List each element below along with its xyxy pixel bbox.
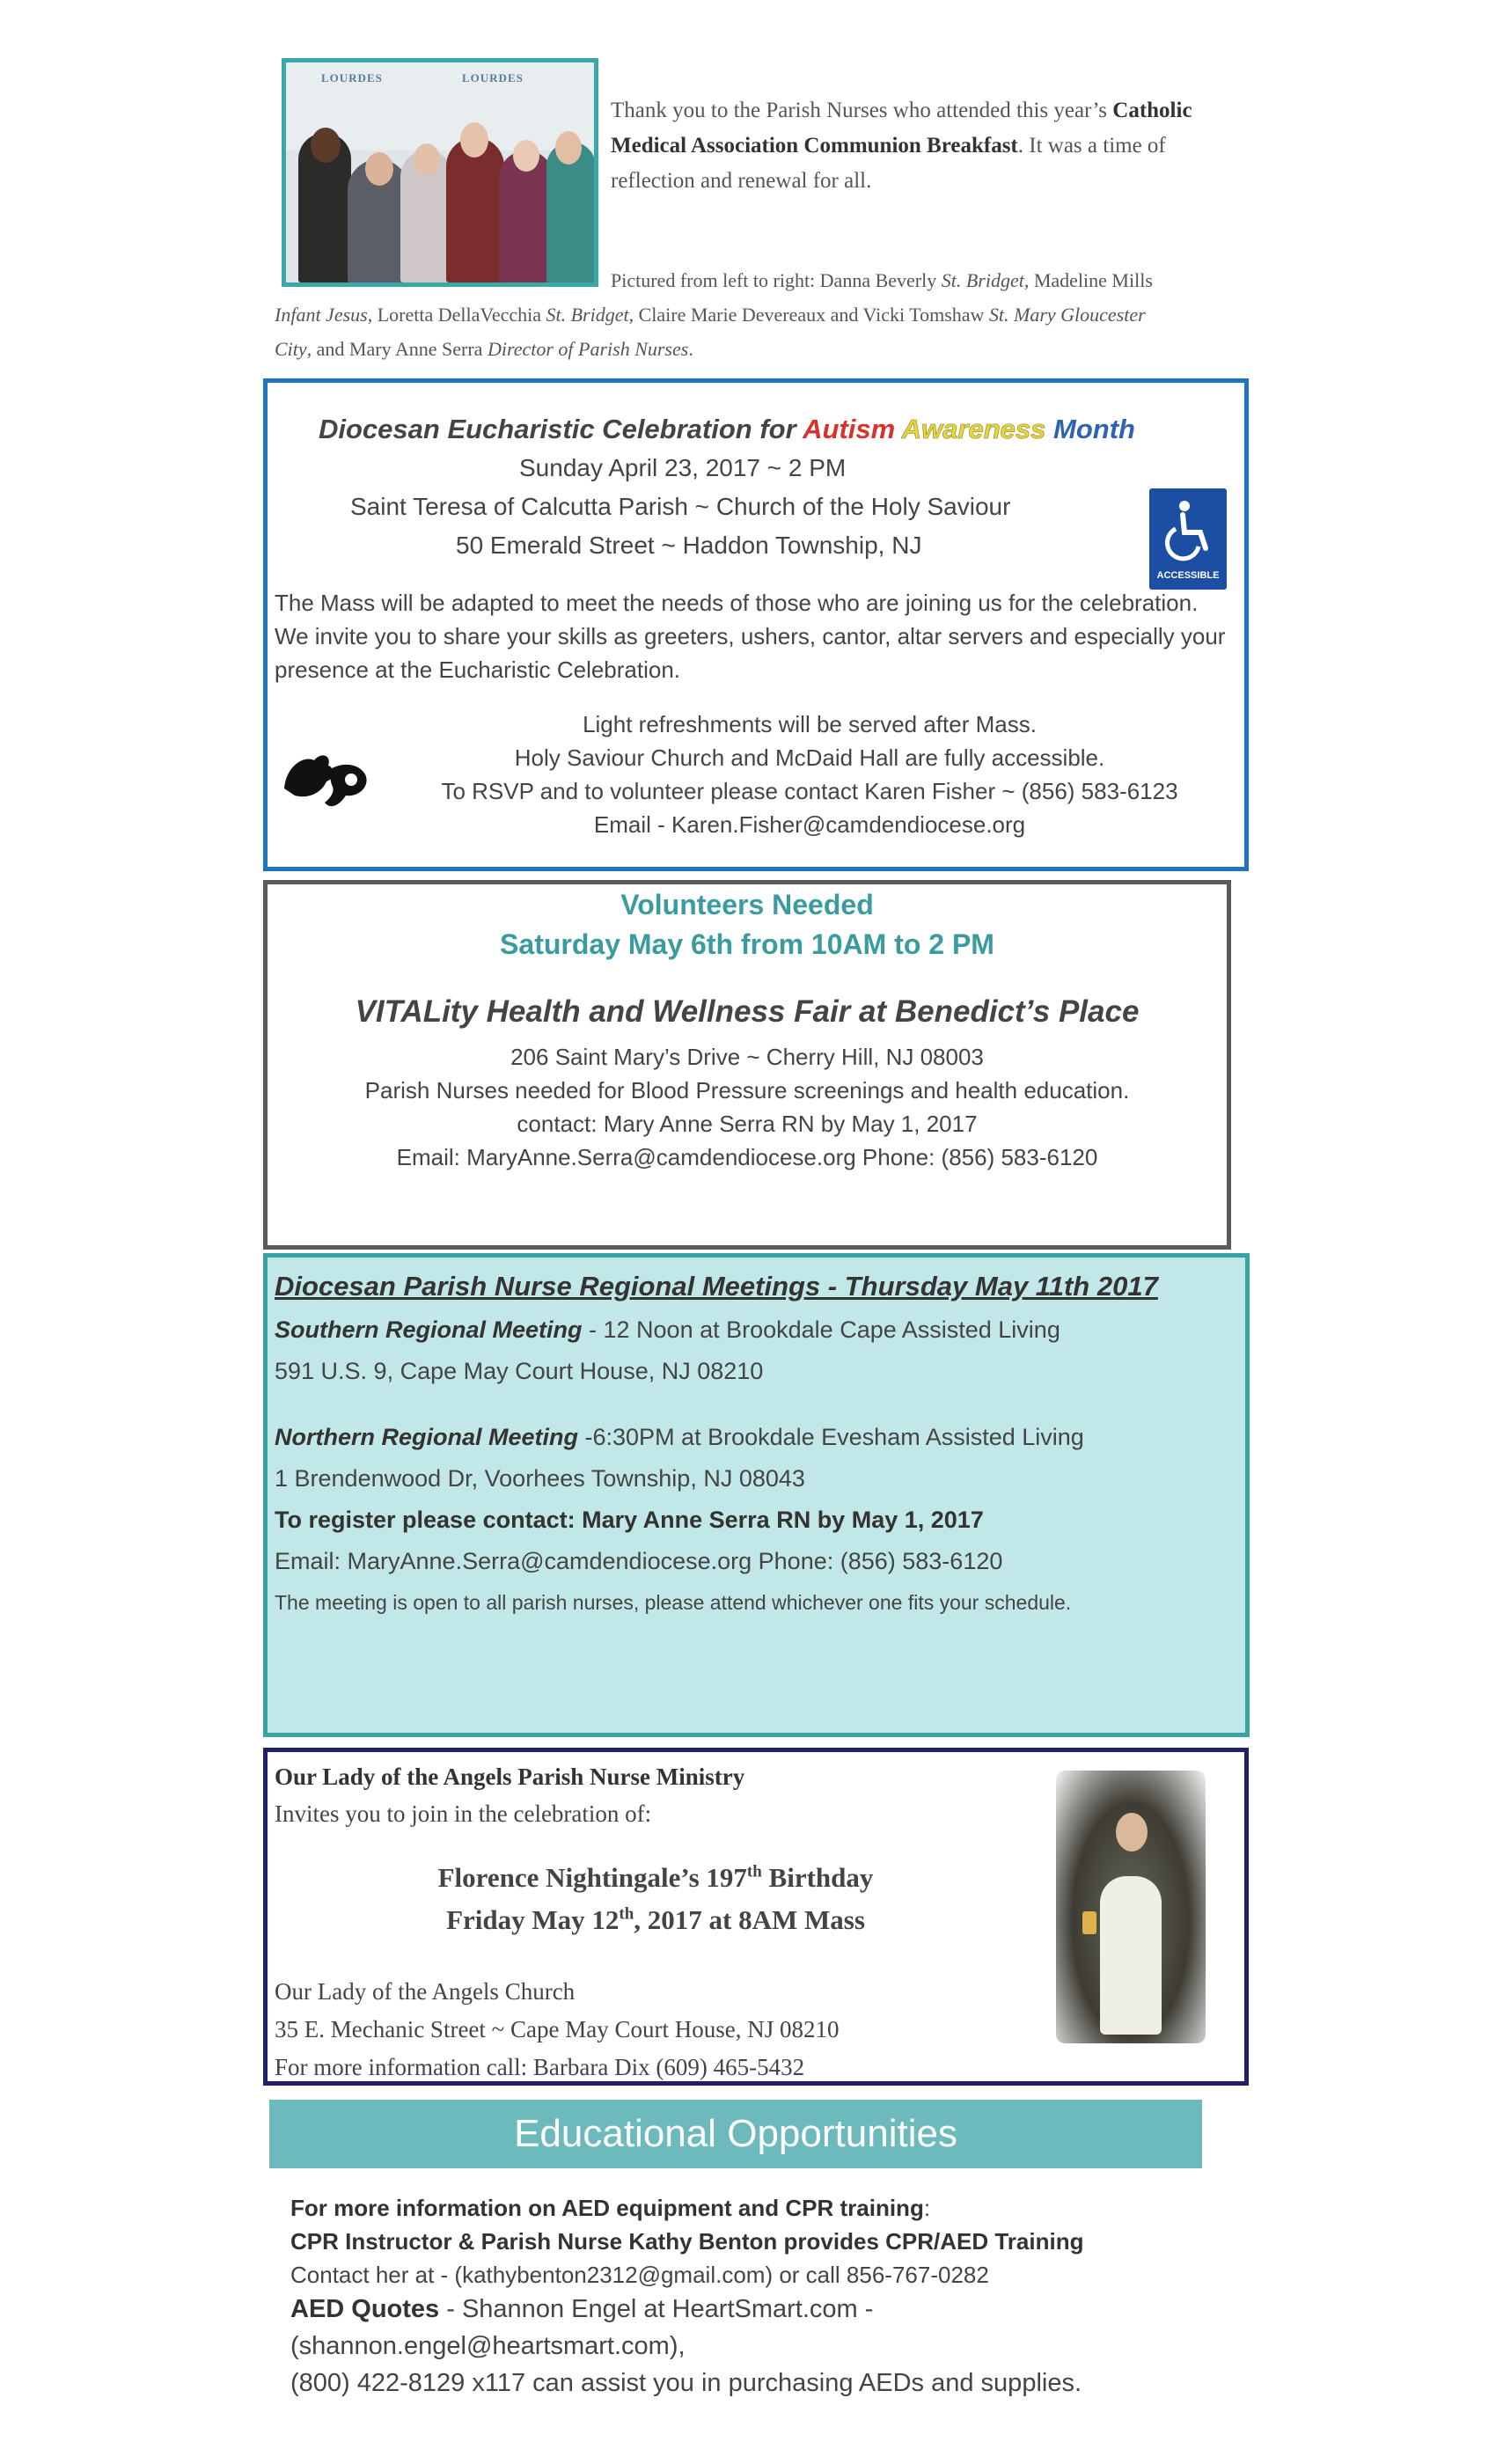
caption-segment: St. Bridget	[546, 304, 629, 326]
photo-caption-line-2	[275, 304, 1225, 326]
intro-text-end: . It was a time of reflection and renewal for all.	[611, 134, 1166, 193]
education-banner: Educational Opportunities	[269, 2100, 1202, 2168]
birthday-text: Florence Nightingale’s 197	[437, 1862, 747, 1893]
autism-email: Email - Karen.Fisher@camdendiocese.org	[593, 811, 1026, 838]
refreshments-text: Light refreshments will be served after Mass.	[583, 711, 1037, 737]
mass-date-line	[282, 1904, 1030, 1936]
accessible-label: ACCESSIBLE	[1156, 570, 1220, 581]
caption-segment: Pictured from left to right: Danna Beverly	[611, 269, 942, 291]
accessible-text: Holy Saviour Church and McDaid Hall are fully accessible.	[514, 744, 1105, 771]
volunteers-heading: Volunteers Needed	[620, 889, 874, 920]
edu-line-3: Contact her at - (kathybenton2312@gmail.com) or call 856-767-0282	[290, 2262, 989, 2288]
register-text: To register please contact: Mary Anne Serra RN by May 1, 2017	[275, 1507, 984, 1533]
northern-text: -6:30PM at Brookdale Evesham Assisted Living	[578, 1424, 1084, 1450]
portrait-head	[1116, 1813, 1148, 1852]
awareness-word: Awareness	[901, 414, 1046, 444]
ministry-name: Our Lady of the Angels Parish Nurse Ministry	[275, 1764, 745, 1790]
southern-meeting	[275, 1316, 1060, 1344]
edu-line-5: (shannon.engel@heartsmart.com),	[290, 2332, 686, 2360]
autism-paragraph: The Mass will be adapted to meet the needs of those who are joining us for the celebration. We invite you to share your skills as greeters, ushers, cantor, altar servers and especially your presence at the Eucharistic Celebration.	[275, 590, 1226, 683]
regional-email: Email: MaryAnne.Serra@camdendiocese.org Phone: (856) 583-6120	[275, 1548, 1003, 1574]
wheelchair-accessible-icon	[1149, 488, 1227, 590]
aed-quotes-label: AED Quotes	[290, 2295, 440, 2323]
caption-segment: , and Mary Anne Serra	[306, 338, 488, 360]
southern-address: 591 U.S. 9, Cape May Court House, NJ 08210	[275, 1358, 764, 1384]
photo-banner-text-2: LOURDES	[462, 71, 524, 84]
autism-word: Autism	[803, 414, 896, 444]
northern-meeting	[275, 1424, 1084, 1451]
caption-segment: , Madeline Mills	[1023, 269, 1153, 291]
edu-heading: For more information on AED equipment and CPR training	[290, 2195, 924, 2221]
wheelchair-icon	[1149, 488, 1227, 566]
regional-title: Diocesan Parish Nurse Regional Meetings - Thursday May 11th 2017	[275, 1271, 1158, 1302]
caption-segment: City	[275, 338, 307, 360]
edu-line-6: (800) 422-8129 x117 can assist you in purchasing AEDs and supplies.	[290, 2369, 1082, 2397]
photo-caption-line-1	[611, 269, 1496, 292]
edu-heading-tail: :	[923, 2195, 931, 2221]
edu-line-4	[290, 2295, 873, 2324]
vitality-address: 206 Saint Mary’s Drive ~ Cherry Hill, NJ 08003	[510, 1044, 984, 1070]
mass-date-sup: th	[619, 1904, 634, 1924]
autism-address: 50 Emerald Street ~ Haddon Township, NJ	[456, 532, 922, 559]
edu-line-1	[290, 2195, 930, 2222]
autism-title-text: Diocesan Eucharistic Celebration for	[319, 414, 803, 444]
person-head	[311, 128, 341, 163]
rsvp-text: To RSVP and to volunteer please contact Karen Fisher ~ (856) 583-6123	[441, 778, 1178, 804]
regional-note: The meeting is open to all parish nurses, please attend whichever one fits your schedule.	[275, 1591, 1072, 1614]
person-head	[513, 140, 539, 172]
parish-nurses-photo	[282, 58, 598, 287]
southern-text: - 12 Noon at Brookdale Cape Assisted Living	[582, 1316, 1060, 1343]
birthday-word: Birthday	[761, 1862, 874, 1893]
vitality-email: Email: MaryAnne.Serra@camdendiocese.org Phone: (856) 583-6120	[396, 1144, 1098, 1170]
mass-time-text: , 2017 at 8AM Mass	[634, 1904, 865, 1935]
mass-date-text: Friday May 12	[446, 1904, 620, 1935]
autism-parish: Saint Teresa of Calcutta Parish ~ Church of the Holy Saviour	[350, 493, 1011, 520]
nightingale-portrait	[1056, 1771, 1206, 2043]
autism-date: Sunday April 23, 2017 ~ 2 PM	[519, 454, 847, 481]
caption-segment: , Loretta DellaVecchia	[367, 304, 546, 326]
birthday-sup: th	[746, 1862, 762, 1881]
person-head	[555, 131, 582, 165]
intro-text	[611, 93, 1218, 199]
breakfast-name: Catholic Medical Association Communion Breakfast	[611, 99, 1192, 158]
lamp-icon	[1082, 1911, 1096, 1934]
photo-caption-line-3	[275, 338, 1225, 361]
southern-label: Southern Regional Meeting	[275, 1316, 583, 1343]
sign-language-icon	[277, 736, 374, 815]
vitality-title: VITALity Health and Wellness Fair at Benedict’s Place	[355, 994, 1140, 1029]
northern-label: Northern Regional Meeting	[275, 1424, 579, 1450]
info-contact: For more information call: Barbara Dix (609) 465-5432	[275, 2054, 805, 2080]
vitality-need: Parish Nurses needed for Blood Pressure screenings and health education.	[364, 1077, 1130, 1104]
person-head	[365, 152, 393, 186]
church-address: 35 E. Mechanic Street ~ Cape May Court House, NJ 08210	[275, 2016, 840, 2042]
person-figure	[446, 137, 504, 282]
church-name: Our Lady of the Angels Church	[275, 1978, 576, 2005]
caption-segment: .	[688, 338, 693, 360]
birthday-line	[282, 1862, 1030, 1894]
caption-segment: , Claire Marie Devereaux and Vicki Tomshaw	[628, 304, 989, 326]
autism-title	[319, 414, 1135, 445]
photo-banner-text: LOURDES	[321, 71, 383, 84]
volunteers-date: Saturday May 6th from 10AM to 2 PM	[500, 928, 994, 960]
northern-address: 1 Brendenwood Dr, Voorhees Township, NJ 08043	[275, 1465, 805, 1492]
person-head	[414, 143, 440, 175]
caption-segment: St. Mary Gloucester	[988, 304, 1146, 326]
month-word: Month	[1053, 414, 1135, 444]
caption-segment: Director of Parish Nurses	[487, 338, 689, 360]
invite-text: Invites you to join in the celebration of:	[275, 1800, 652, 1827]
caption-segment: Infant Jesus	[275, 304, 368, 326]
edu-line-2: CPR Instructor & Parish Nurse Kathy Benton provides CPR/AED Training	[290, 2228, 1084, 2255]
portrait-dress	[1100, 1876, 1162, 2035]
intro-text-start: Thank you to the Parish Nurses who attended this year’s	[611, 99, 1113, 122]
vitality-contact: contact: Mary Anne Serra RN by May 1, 2017	[517, 1111, 978, 1137]
person-head	[460, 122, 488, 158]
caption-segment: St. Bridget	[941, 269, 1024, 291]
aed-quotes-text: - Shannon Engel at HeartSmart.com -	[439, 2295, 874, 2323]
